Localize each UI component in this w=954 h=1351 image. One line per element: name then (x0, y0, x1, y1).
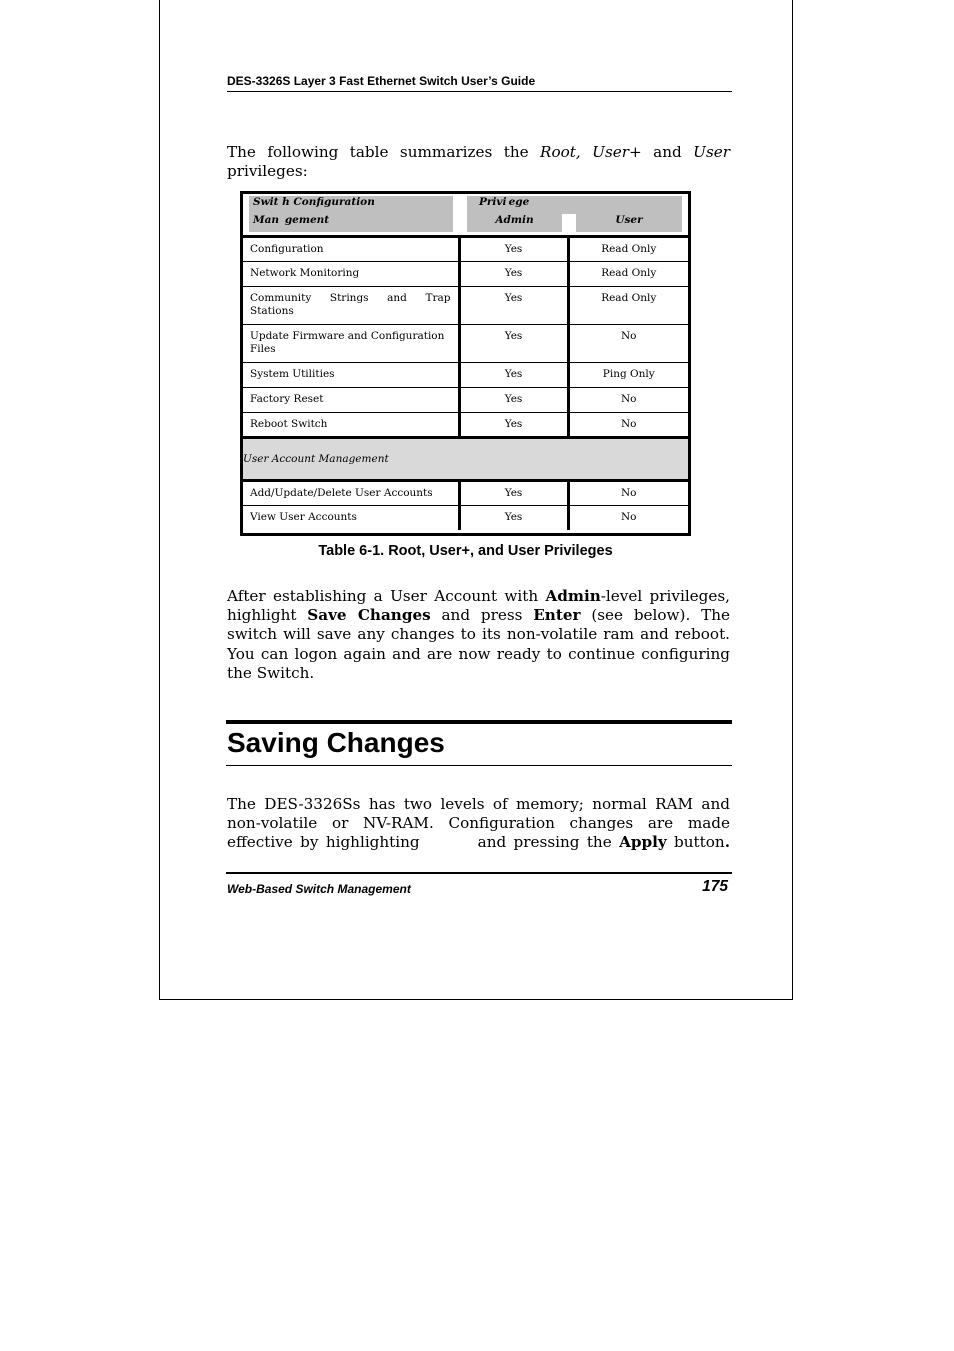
saving-period: . (724, 833, 730, 852)
row-admin: Yes (459, 505, 568, 530)
table-row (243, 412, 688, 437)
section-rule-bottom (226, 765, 732, 766)
row-label: Reboot Switch (243, 412, 459, 437)
row-label: Network Monitoring (243, 261, 459, 286)
save-changes-term: Save Changes (307, 606, 431, 625)
row-admin: Yes (459, 387, 568, 412)
after-text: After establishing a User Account with (227, 587, 546, 605)
footer-rule (226, 872, 732, 874)
header-admin: Admin (467, 214, 562, 232)
row-admin: Yes (459, 412, 568, 437)
after-line-5: the Switch. (227, 663, 315, 682)
row-label: Community Strings and Trap Stations (243, 286, 459, 324)
row-user: No (620, 486, 637, 499)
table-row (243, 505, 688, 530)
row-user: No (568, 387, 688, 412)
row-user: Read Only (568, 286, 688, 324)
row-user: Ping Only (568, 362, 688, 387)
user-term: User (693, 143, 731, 161)
after-line-1 (227, 587, 730, 606)
row-user: No (568, 412, 688, 437)
table-caption: Table 6-1. Root, User+, and User Privileges (318, 543, 613, 559)
running-header: DES-3326S Layer 3 Fast Ethernet Switch User’s Guide (227, 74, 732, 92)
enter-term: Enter (533, 606, 581, 625)
table-row (243, 236, 688, 261)
table-row (243, 324, 688, 362)
after-line-4: You can logon again and are now ready to continue configuring (227, 644, 730, 663)
header-privilege: Privi ege (467, 196, 682, 214)
header-user: User (576, 214, 682, 232)
section-title: Saving Changes (227, 727, 445, 758)
row-admin: Yes (459, 324, 568, 362)
section-rule-top (226, 720, 732, 724)
table-row (243, 261, 688, 286)
row-admin: Yes (459, 286, 568, 324)
saving-text: and pressing the (477, 833, 620, 852)
row-label: Configuration (243, 236, 459, 261)
after-line-3: switch will save any changes to its non-volatile ram and reboot. (227, 625, 730, 644)
saving-line-2: non-volatile or NV-RAM. Configuration changes are made (227, 814, 730, 833)
saving-line-3 (227, 833, 730, 852)
row-user: No (568, 324, 688, 362)
section-user-account-management (243, 437, 688, 480)
after-text: and press (430, 606, 534, 625)
row-label: Factory Reset (243, 387, 459, 412)
row-user: No (568, 505, 688, 530)
header-switch-configuration: Swit h Configuration (249, 196, 453, 214)
row-admin: Yes (459, 480, 568, 505)
section-label: User Account Management (243, 453, 682, 465)
page-number: 175 (702, 878, 728, 895)
intro-and: and (641, 143, 694, 161)
row-label: Add/Update/Delete User Accounts (250, 486, 433, 499)
after-text: highlight (227, 606, 308, 625)
row-user: Read Only (568, 261, 688, 286)
intro-line-2: privileges: (227, 162, 308, 181)
row-admin: Yes (459, 236, 568, 261)
header-management: Man gement (249, 214, 453, 232)
table-row (243, 362, 688, 387)
table-row (243, 387, 688, 412)
table-row (243, 480, 688, 505)
intro-paragraph (227, 143, 730, 181)
apply-term: Apply (619, 833, 667, 852)
after-paragraph (227, 587, 730, 683)
row-admin: Yes (459, 261, 568, 286)
row-label: Update Firmware and Configuration Files (243, 324, 459, 362)
saving-text: effective by highlighting (227, 833, 420, 852)
after-line-2 (227, 606, 730, 625)
saving-text: button (666, 833, 725, 852)
privileges-table (240, 191, 691, 536)
intro-text: The following table summarizes the (227, 143, 541, 161)
root-term: Root, (540, 143, 581, 161)
row-label: View User Accounts (243, 505, 459, 530)
saving-paragraph (227, 795, 730, 853)
row-admin: Yes (459, 362, 568, 387)
row-user: Read Only (568, 236, 688, 261)
footer-section: Web-Based Switch Management (227, 882, 411, 896)
after-text: -level privileges, (600, 587, 730, 605)
saving-line-1: The DES-3326Ss has two levels of memory; normal RAM and (227, 795, 730, 813)
admin-term: Admin (545, 587, 601, 605)
intro-line-1 (227, 143, 730, 162)
row-label: System Utilities (243, 362, 459, 387)
after-text: (see below). The (580, 606, 730, 625)
table-row (243, 286, 688, 324)
userplus-term: User+ (592, 143, 642, 161)
